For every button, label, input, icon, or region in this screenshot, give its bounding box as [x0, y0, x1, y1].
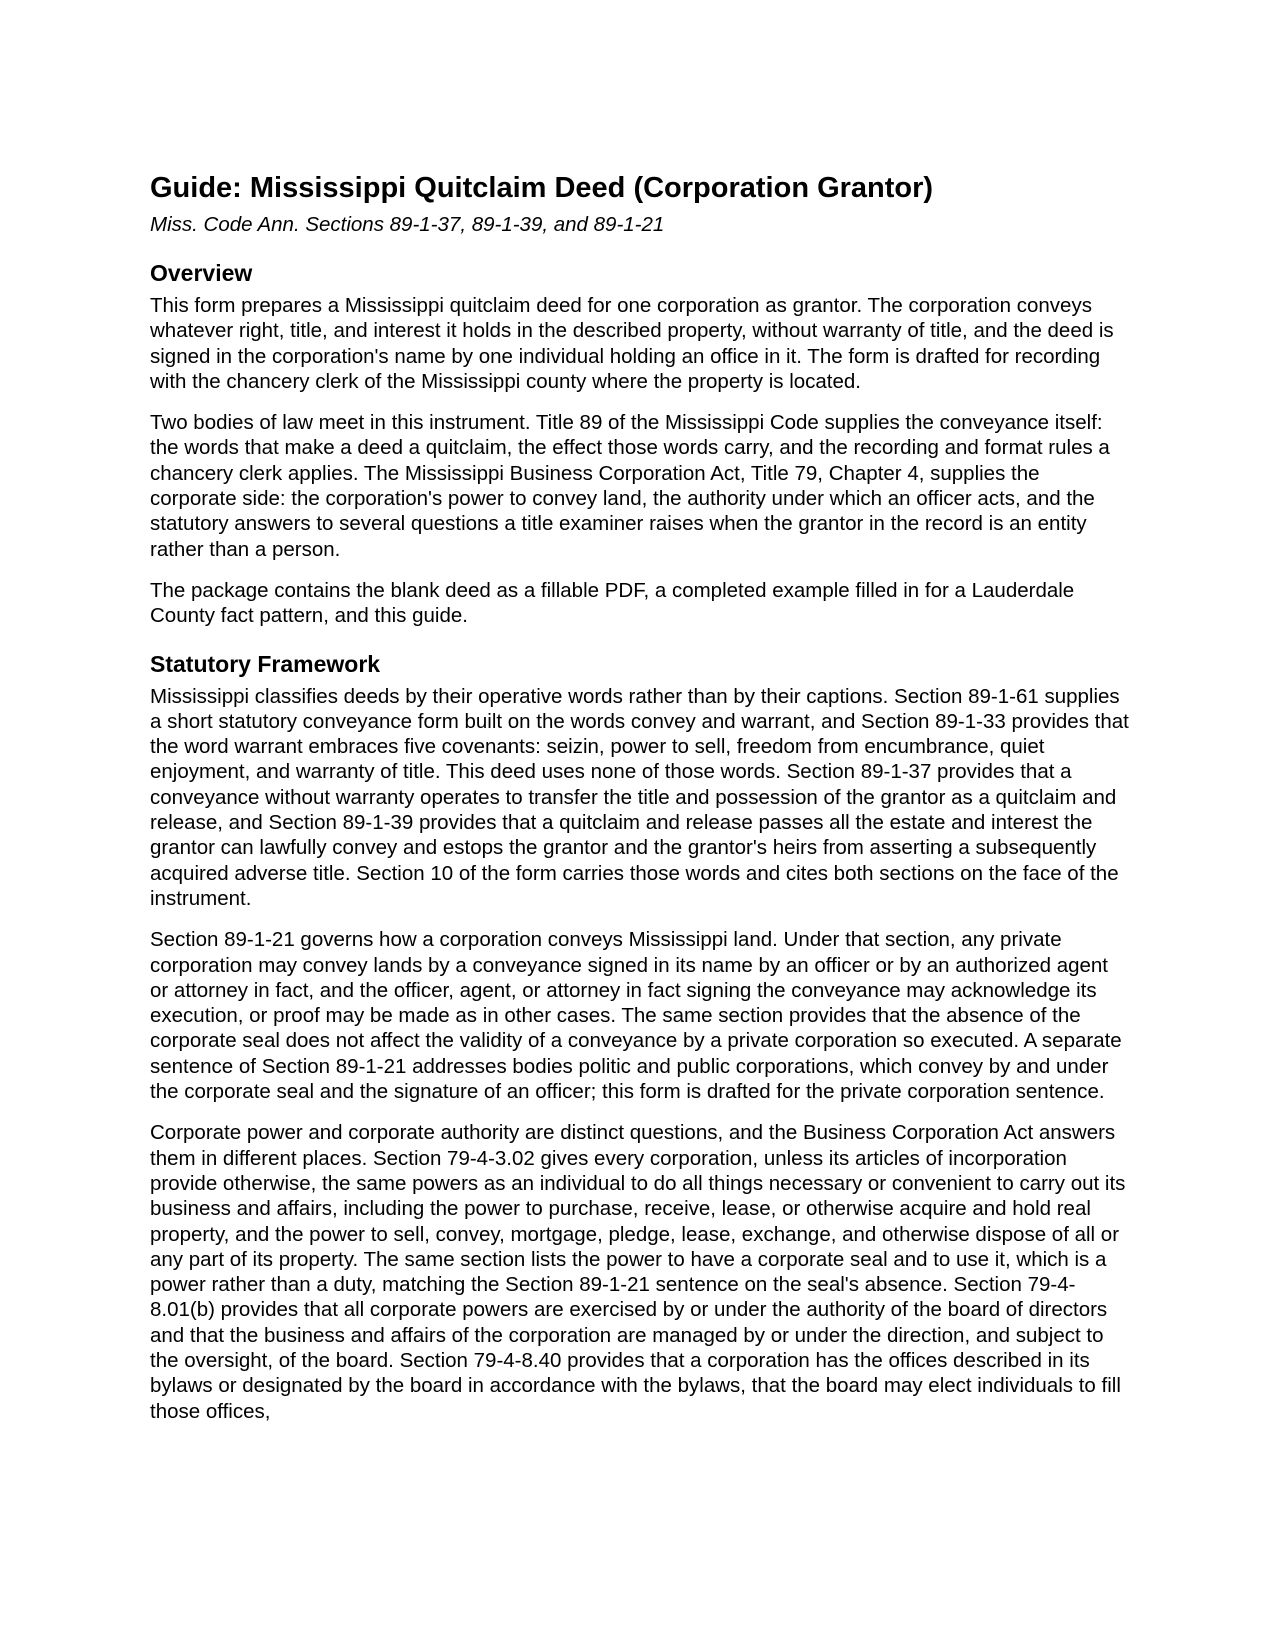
document-subtitle: Miss. Code Ann. Sections 89-1-37, 89-1-39, and 89-1-21: [150, 213, 665, 236]
overview-paragraph-1: This form prepares a Mississippi quitclaim deed for one corporation as grantor. The corporation conveys whatever right, title, and interest it holds in the described property, without warranty of title, and the deed is signed in the corporation's name by one individual holding an office in it. The form is drafted for recording with the chancery clerk of the Mississippi county where the property is located.: [150, 294, 1114, 393]
section-heading-statutory-framework: Statutory Framework: [150, 650, 381, 677]
overview-paragraph-3: The package contains the blank deed as a fillable PDF, a completed example filled in for a Lauderdale County fact pattern, and this guide.: [150, 578, 1075, 628]
framework-paragraph-1: Mississippi classifies deeds by their operative words rather than by their captions. Section 89-1-61 supplies a short statutory conveyance form built on the words convey and warrant, and Section 89-1-33 provides that the word warrant embraces five covenants: seizin, power to sell, freedom from encumbrance, quiet enjoyment, and warranty of title. This deed uses none of those words. Section 89-1-37 provides that a conveyance without warranty operates to transfer the title and possession of the grantor as a quitclaim and release, and Section 89-1-39 provides that a quitclaim and release passes all the estate and interest the grantor can lawfully convey and estops the grantor and the grantor's heirs from asserting a subsequently acquired adverse title. Section 10 of the form carries those words and cites both sections on the face of the instrument.: [150, 684, 1129, 910]
framework-paragraph-3: Corporate power and corporate authority are distinct questions, and the Business Corporation Act answers them in different places. Section 79-4-3.02 gives every corporation, unless its articles of incorporation provide otherwise, the same powers as an individual to do all things necessary or convenient to carry out its business and affairs, including the power to purchase, receive, lease, or otherwise acquire and hold real property, and the power to sell, convey, mortgage, pledge, lease, exchange, and otherwise dispose of all or any part of its property. The same section lists the power to have a corporate seal and to use it, which is a power rather than a duty, matching the Section 89-1-21 sentence on the seal's absence. Section 79-4-8.01(b) provides that all corporate powers are exercised by or under the authority of the board of directors and that the business and affairs of the corporation are managed by or under the direction, and subject to the oversight, of the board. Section 79-4-8.40 provides that a corporation has the offices described in its bylaws or designated by the board in accordance with the bylaws, that the board may elect individuals to fill those offices,: [150, 1121, 1126, 1423]
overview-paragraph-2: Two bodies of law meet in this instrument. Title 89 of the Mississippi Code supplies the conveyance itself: the words that make a deed a quitclaim, the effect those words carry, and the recording and format rules a chancery clerk applies. The Mississippi Business Corporation Act, Title 79, Chapter 4, supplies the corporate side: the corporation's power to convey land, the authority under which an officer acts, and the statutory answers to several questions a title examiner raises when the grantor in the record is an entity rather than a person.: [150, 411, 1110, 561]
document-page: [150, 170, 1130, 1424]
document-title: Guide: Mississippi Quitclaim Deed (Corporation Grantor): [150, 172, 934, 204]
section-heading-overview: Overview: [150, 260, 253, 286]
framework-paragraph-2: Section 89-1-21 governs how a corporation conveys Mississippi land. Under that section, any private corporation may convey lands by a conveyance signed in its name by an officer or by an authorized agent or attorney in fact, and the officer, agent, or attorney in fact signing the conveyance may acknowledge its execution, or proof may be made as in other cases. The same section provides that the absence of the corporate seal does not affect the validity of a conveyance by a private corporation so executed. A separate sentence of Section 89-1-21 addresses bodies politic and public corporations, which convey by and under the corporate seal and the signature of an officer; this form is drafted for the private corporation sentence.: [150, 928, 1122, 1104]
